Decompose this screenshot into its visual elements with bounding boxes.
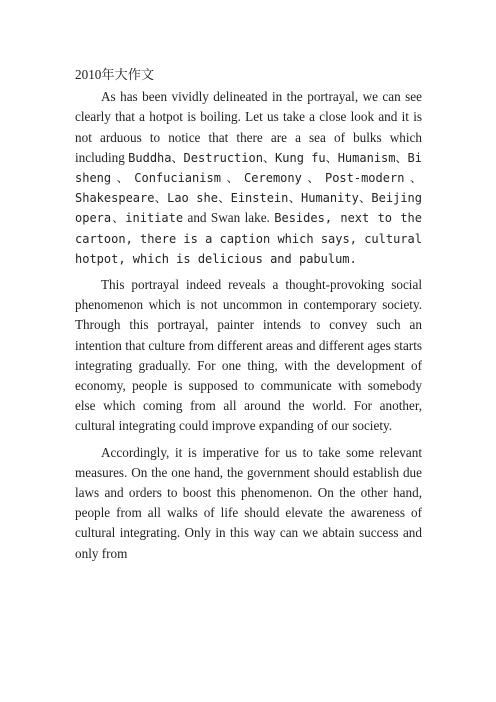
paragraph-1-keywords: Buddha、Destruction、Kung fu、Humanism、Bi sheng、Confucianism、Ceremony、Post-modern、Shakespeare、Lao she、Einstein、Humanity、Beijing opera、initiate (75, 150, 422, 226)
paragraph-3: Accordingly, it is imperative for us to take some relevant measures. On the one hand, the government should establish due laws and orders to boost this phenomenon. On the other hand, people from all walks of life should elevate the awareness of cultural integrating. Only in this way can we abtain success and only from (75, 444, 422, 561)
paragraph-2: This portrayal indeed reveals a thought-provoking social phenomenon which is not uncommon in contemporary society. Through this portrayal, painter intends to convey such an intention that culture from different areas and different ages starts integrating gradually. For one thing, with the development of economy, people is supposed to communicate with somebody else which coming from all around the world. For another, cultural integrating could improve expanding of our society. (75, 277, 422, 434)
paragraph-1-text-a: As has been vividly delineated in the portrayal, we can see clearly that a hotpot is boiling. Let us take a close look and it is not arduous to notice that there are a sea of bulks which including (75, 89, 422, 165)
paragraph-1-text-c: and Swan lake. (183, 210, 275, 226)
essay-title: 2010年大作文 (75, 67, 155, 82)
paragraph-1-caption: Besides, next to the cartoon, there is a caption which says, cultural hotpot, which is delicious and pabulum. (75, 211, 423, 266)
paragraph-1 (75, 87, 422, 269)
essay-body (75, 65, 422, 570)
